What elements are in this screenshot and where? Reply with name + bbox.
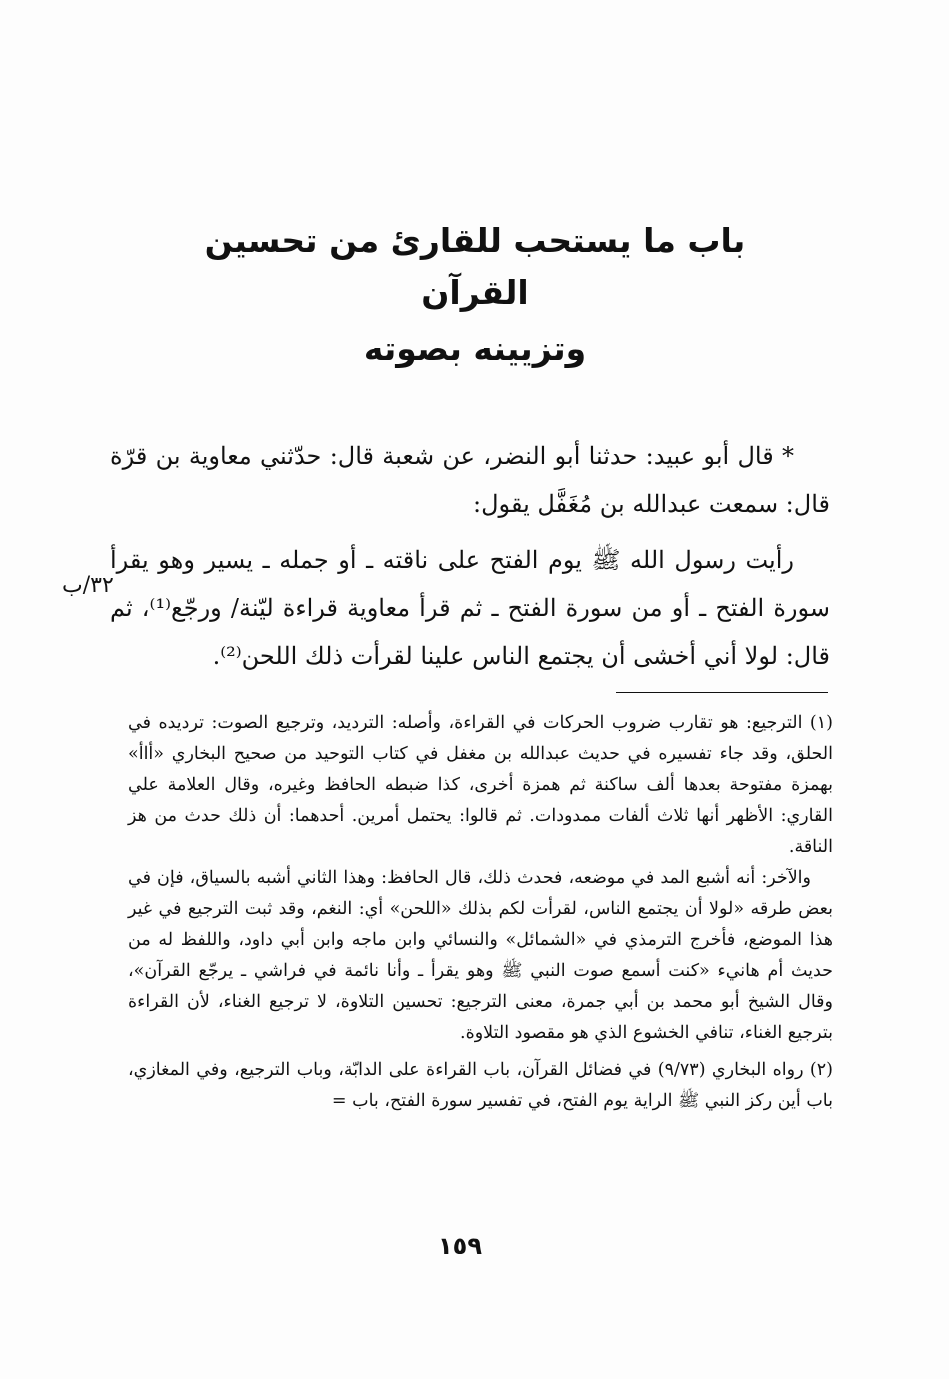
footnote-1-continued: والآخر: أنه أشبع المد في موضعه، فحدث ذلك، قال الحافظ: وهذا الثاني أشبه بالسياق، فإن في بعض طرقه «لولا أن يجتمع الناس، لقرأت لكم بذلك «اللحن» أي: النغم، وقد ثبت الترجيع في غير هذا الموضع، فأخرج الترمذي في «الشمائل» والنسائي وابن ماجه وابن أبي داود، واللفظ له من حديث أم هانيء «كنت أسمع صوت النبي ﷺ وهو يقرأ ـ وأنا نائمة في فراشي ـ يرجّع القرآن»، وقال الشيخ أبو محمد بن أبي جمرة، معنى الترجيع: تحسين التلاوة، لا ترجيع الغناء، لأن القراءة بترجيع الغناء، تنافي الخشوع الذي هو مقصود التلاوة. xyxy=(128,868,833,1043)
manuscript-folio-marker: ٣٢/ب xyxy=(62,573,114,598)
footnote-separator xyxy=(616,692,828,693)
isnad-paragraph: * قال أبو عبيد: حدثنا أبو النضر، عن شعبة قال: حدّثني معاوية بن قرّة قال: سمعت عبدالله بن مُغَفَّل يقول: xyxy=(110,442,830,518)
chapter-title xyxy=(150,215,800,375)
main-text xyxy=(110,432,830,680)
footnotes xyxy=(128,708,833,1117)
hadith-paragraph: رأيت رسول الله ﷺ يوم الفتح على ناقته ـ أو جمله ـ يسير وهو يقرأ سورة الفتح ـ أو من سورة الفتح ـ ثم قرأ معاوية قراءة ليّنة/ ورجّع⁽¹⁾، ثم قال: لولا أني أخشى أن يجتمع الناس علينا لقرأت ذلك اللحن⁽²⁾. xyxy=(110,546,830,670)
page-number: ١٥٩ xyxy=(438,1232,482,1260)
footnote-2: (٢) رواه البخاري (٩/٧٣) في فضائل القرآن، باب القراءة على الدابّة، وباب الترجيع، وفي المغازي، باب أين ركز النبي ﷺ الراية يوم الفتح، في تفسير سورة الفتح، باب = xyxy=(128,1060,833,1111)
chapter-title-line-2: وتزيينه بصوته xyxy=(363,329,587,368)
chapter-title-line-1: باب ما يستحب للقارئ من تحسين القرآن xyxy=(204,221,746,312)
footnote-1: (١) الترجيع: هو تقارب ضروب الحركات في القراءة، وأصله: الترديد، وترجيع الصوت: ترديده في الحلق، وقد جاء تفسيره في حديث عبدالله بن مغفل في كتاب التوحيد من صحيح البخاري «أاأ» بهمزة مفتوحة بعدها ألف ساكنة ثم همزة أخرى، كذا ضبطه الحافظ وغيره، وقال العلامة علي القاري: الأظهر أنها ثلاث ألفات ممدودات. ثم قالوا: يحتمل أمرين. أحدهما: أن ذلك حدث من هز الناقة. xyxy=(128,713,833,857)
